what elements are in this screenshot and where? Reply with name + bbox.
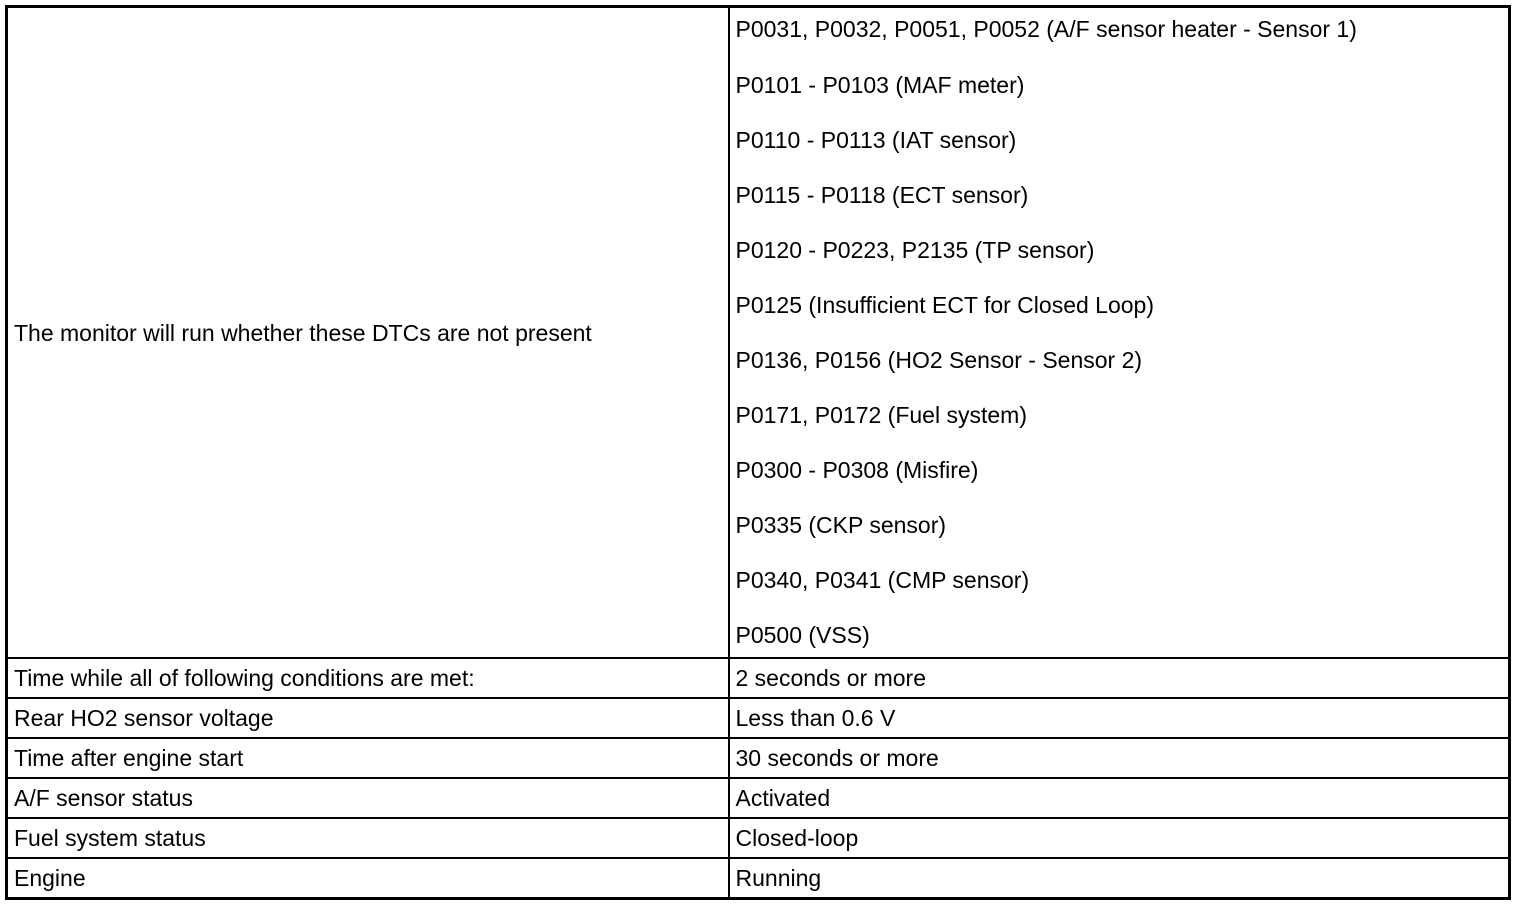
condition-value: 2 seconds or more bbox=[729, 658, 1510, 698]
table-row bbox=[7, 778, 1510, 818]
table-row bbox=[7, 818, 1510, 858]
list-item: P0110 - P0113 (IAT sensor) bbox=[735, 127, 1017, 153]
table-row bbox=[7, 858, 1510, 899]
list-item: P0101 - P0103 (MAF meter) bbox=[735, 72, 1025, 98]
dtc-list bbox=[736, 8, 1503, 657]
dtc-list-cell bbox=[729, 7, 1510, 659]
list-item: P0335 (CKP sensor) bbox=[735, 512, 947, 538]
list-item: P0500 (VSS) bbox=[735, 622, 870, 648]
list-item: P0136, P0156 (HO2 Sensor - Sensor 2) bbox=[735, 347, 1143, 373]
condition-label: A/F sensor status bbox=[7, 778, 729, 818]
condition-value: Running bbox=[729, 858, 1510, 899]
list-item: P0340, P0341 (CMP sensor) bbox=[735, 567, 1030, 593]
condition-label: Fuel system status bbox=[7, 818, 729, 858]
condition-label: Rear HO2 sensor voltage bbox=[7, 698, 729, 738]
table-row bbox=[7, 7, 1510, 659]
condition-value: Activated bbox=[729, 778, 1510, 818]
table-row bbox=[7, 658, 1510, 698]
condition-value: Closed-loop bbox=[729, 818, 1510, 858]
condition-value: 30 seconds or more bbox=[729, 738, 1510, 778]
list-item: P0115 - P0118 (ECT sensor) bbox=[735, 182, 1029, 208]
condition-label: Engine bbox=[7, 858, 729, 899]
table-row bbox=[7, 738, 1510, 778]
list-item: P0120 - P0223, P2135 (TP sensor) bbox=[735, 237, 1095, 263]
list-item: P0171, P0172 (Fuel system) bbox=[735, 402, 1027, 428]
dtc-condition-label: The monitor will run whether these DTCs are not present bbox=[7, 7, 729, 659]
condition-label: Time while all of following conditions are met: bbox=[7, 658, 729, 698]
monitor-conditions-table bbox=[5, 5, 1511, 900]
list-item: P0031, P0032, P0051, P0052 (A/F sensor heater - Sensor 1) bbox=[735, 16, 1357, 42]
table-row bbox=[7, 698, 1510, 738]
condition-value: Less than 0.6 V bbox=[729, 698, 1510, 738]
list-item: P0300 - P0308 (Misfire) bbox=[735, 457, 979, 483]
condition-label: Time after engine start bbox=[7, 738, 729, 778]
list-item: P0125 (Insufficient ECT for Closed Loop) bbox=[735, 292, 1154, 318]
